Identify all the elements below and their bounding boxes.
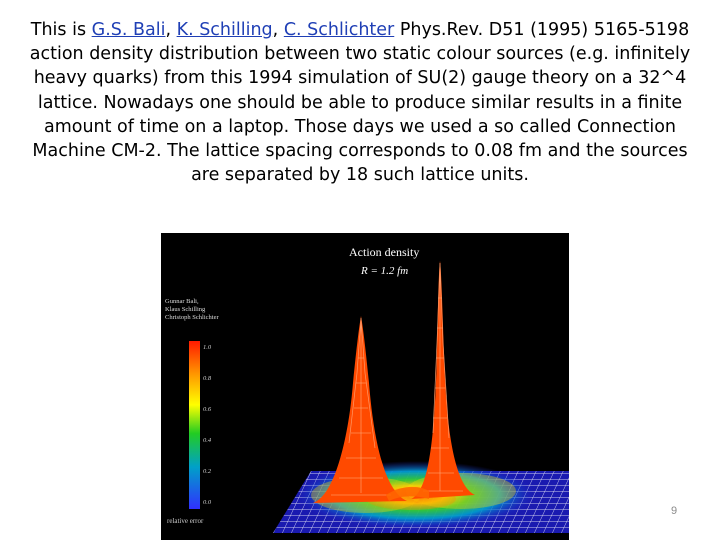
figure-title: Action density: [349, 245, 420, 259]
action-density-figure: [161, 233, 569, 540]
author-link-schilling[interactable]: K. Schilling: [176, 20, 273, 40]
credit-line-1: Gunnar Bali,: [165, 298, 199, 305]
page-number: 9: [670, 505, 678, 517]
credit-line-3: Christoph Schlichter: [165, 314, 219, 321]
description-text: action density distribution between two static colour sources (e.g. infinitely heavy quarks) from this 1994 simulation of SU(2) gauge theory on a 32^4 lattice. Nowadays one should be able to produce similar results in a finite amount of time on a laptop. Those days we used a so called Connection Machine CM-2. The lattice spacing corresponds to 0.08 fm and the sources are separated by 18 such lattice units.: [29, 44, 691, 186]
credit-line-2: Klaus Schilling: [165, 306, 206, 313]
separator: ,: [165, 20, 177, 40]
colorbar-tick: 0.6: [203, 406, 212, 413]
colorbar-tick: 0.4: [203, 437, 212, 444]
colorbar: [189, 341, 200, 509]
colorbar-tick: 0.2: [203, 468, 212, 475]
citation-text: Phys.Rev. D51 (1995) 5165-5198: [394, 20, 690, 40]
author-link-bali[interactable]: G.S. Bali: [91, 20, 166, 40]
figure-subtitle: R = 1.2 fm: [361, 265, 409, 277]
colorbar-tick: 0.0: [203, 499, 212, 506]
intro-text: This is: [30, 20, 92, 40]
colorbar-label: relative error: [167, 517, 204, 525]
colorbar-tick: 0.8: [203, 375, 212, 382]
colorbar-tick: 1.0: [203, 344, 212, 351]
slide-text: [20, 18, 700, 187]
author-link-schlichter[interactable]: C. Schlichter: [283, 20, 395, 40]
separator: ,: [272, 20, 284, 40]
